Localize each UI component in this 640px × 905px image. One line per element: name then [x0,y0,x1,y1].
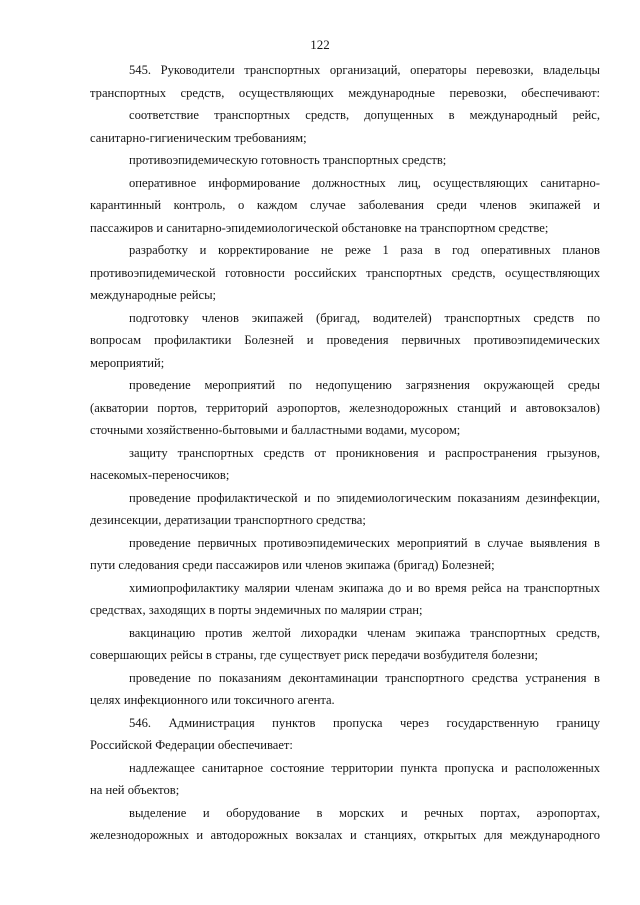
text-line: противоэпидемической готовности российских транспортных средств, осуществляющих [90,265,600,280]
text-line: санитарно-гигиеническим требованиям; [90,130,307,145]
text-line: карантинный контроль, о каждом случае заболевания среди членов экипажей и [90,198,600,212]
text-line: проведение по показаниям деконтаминации транспортного средства устранения в [129,670,600,685]
list-item [90,802,600,847]
text-line: (акватории портов, территорий аэропортов, железнодорожных станций и автовокзалов) [90,400,600,415]
list-item [90,757,600,802]
text-line: проведение профилактической и по эпидемиологическим показаниям дезинфекции, [129,490,600,505]
text-line: надлежащее санитарное состояние территории пункта пропуска и расположенных [129,760,600,775]
text-line: средствах, заходящих в порты эндемичных по малярии стран; [90,603,423,617]
text-line: международные рейсы; [90,288,217,302]
list-item [90,374,600,442]
text-line: вопросам профилактики Болезней и проведения первичных противоэпидемических [90,333,600,347]
list-item [90,622,600,667]
text-line: совершающих рейсы в страны, где существует риск передачи возбудителя болезни; [90,648,538,662]
text-line: соответствие транспортных средств, допущенных в международный рейс, [129,108,600,122]
list-item [90,239,600,307]
text-line: Российской Федерации обеспечивает: [90,738,293,752]
text-line: подготовку членов экипажей (бригад, водителей) транспортных средств по [129,310,600,325]
list-item [90,104,600,149]
list-item [90,442,600,487]
text-line: железнодорожных и автодорожных вокзалах и станциях, открытых для международного [90,828,600,842]
text-line: оперативное информирование должностных лиц, осуществляющих санитарно- [129,175,600,190]
text-line: 545. Руководители транспортных организаций, операторы перевозки, владельцы [129,63,600,77]
text-line: транспортных средств, осуществляющих международные перевозки, обеспечивают: [90,85,600,100]
text-line: целях инфекционного или токсичного агента. [90,693,335,707]
paragraph-545 [90,59,600,104]
text-line: сточными хозяйственно-бытовыми и балластными водами, мусором; [90,423,461,437]
text-line: проведение мероприятий по недопущению загрязнения окружающей среды [129,378,600,392]
paragraph-546 [90,712,600,757]
page-number: 122 [310,37,330,52]
text-line: 546. Администрация пунктов пропуска через государственную границу [129,715,600,730]
text-line: пассажиров и санитарно-эпидемиологической обстановке на транспортном средстве; [90,220,549,235]
text-line: вакцинацию против желтой лихорадки членам экипажа транспортных средств, [129,625,600,640]
text-line: на ней объектов; [90,783,180,797]
text-line: химиопрофилактику малярии членам экипажа до и во время рейса на транспортных [129,580,600,595]
text-line: выделение и оборудование в морских и речных портах, аэропортах, [129,805,600,820]
text-line: разработку и корректирование не реже 1 раза в год оперативных планов [129,243,600,257]
text-line: пути следования среди пассажиров или членов экипажа (бригад) Болезней; [90,558,495,572]
text-line: дезинсекции, дератизации транспортного средства; [90,513,366,527]
list-item [90,577,600,622]
list-item [90,149,600,172]
text-line: мероприятий; [90,355,165,370]
text-line: проведение первичных противоэпидемических мероприятий в случае выявления в [129,535,600,550]
list-item [90,667,600,712]
text-line: защиту транспортных средств от проникновения и распространения грызунов, [129,445,600,460]
list-item [90,172,600,240]
text-line: противоэпидемическую готовность транспортных средств; [129,153,447,167]
list-item [90,532,600,577]
text-line: насекомых-переносчиков; [90,468,230,482]
document-body [90,59,600,847]
list-item [90,487,600,532]
list-item [90,307,600,375]
